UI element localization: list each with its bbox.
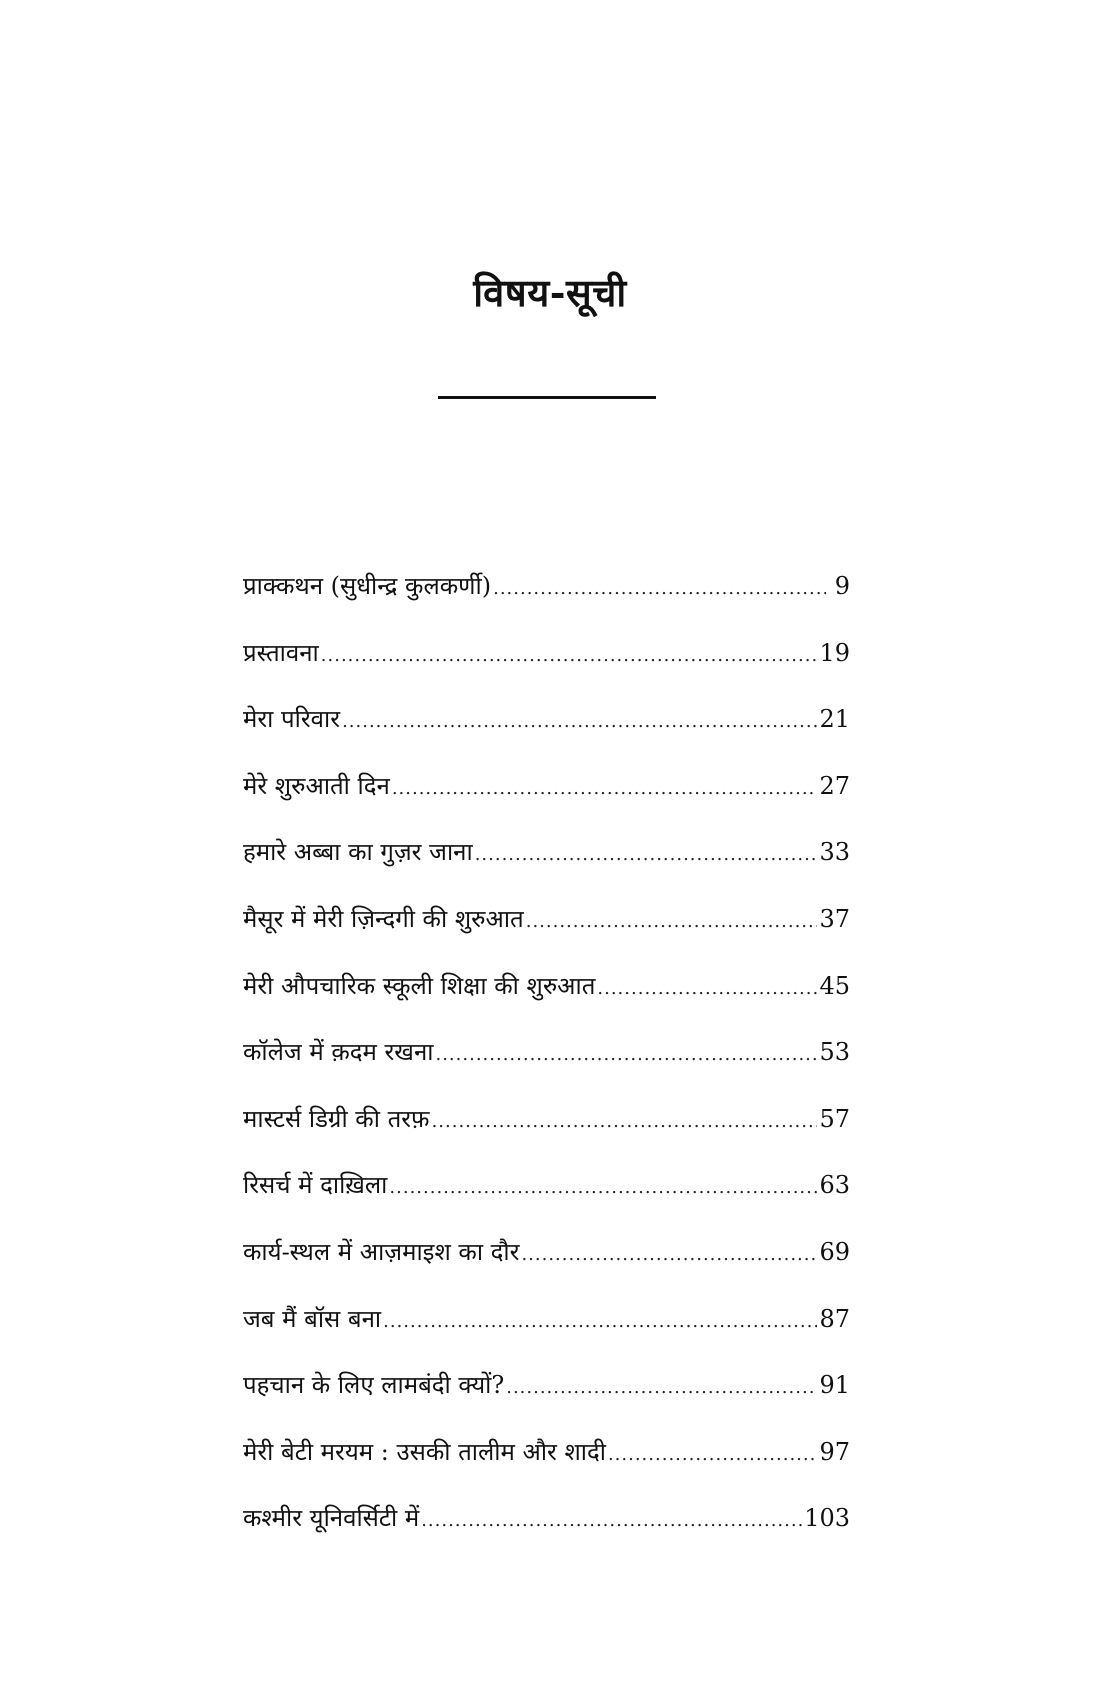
- toc-entry-title: कॉलेज में क़दम रखना: [243, 1038, 434, 1067]
- toc-entry-page: 21: [819, 705, 850, 734]
- page-title: विषय-सूची: [473, 270, 627, 315]
- toc-entry-page: 37: [819, 904, 850, 933]
- toc-dot-leader: [383, 1311, 817, 1333]
- toc-entry: [243, 1238, 850, 1305]
- toc-entry: [243, 1504, 850, 1571]
- toc-entry-title: कश्मीर यूनिवर्सिटी में: [243, 1504, 420, 1533]
- toc-entry-title: मैसूर में मेरी ज़िन्दगी की शुरुआत: [243, 904, 524, 933]
- toc-dot-leader: [526, 911, 818, 933]
- toc-entry-title: हमारे अब्बा का गुज़र जाना: [243, 838, 473, 867]
- toc-entry: [243, 705, 850, 772]
- toc-dot-leader: [389, 1177, 817, 1199]
- toc-entry: [243, 772, 850, 839]
- toc-dot-leader: [475, 844, 818, 866]
- toc-entry-page: 69: [819, 1237, 850, 1266]
- toc-entry-page: 63: [819, 1171, 850, 1200]
- toc-entry: [243, 572, 850, 639]
- toc-entry-title: जब मैं बॉस बना: [243, 1304, 382, 1333]
- toc-dot-leader: [392, 778, 818, 800]
- toc-entry: [243, 1305, 850, 1372]
- toc-dot-leader: [342, 711, 817, 733]
- toc-entry: [243, 1105, 850, 1172]
- toc-entry-title: मेरा परिवार: [243, 705, 341, 734]
- toc-entry-page: 57: [819, 1104, 850, 1133]
- toc-dot-leader: [432, 1111, 818, 1133]
- toc-dot-leader: [597, 978, 817, 1000]
- toc-entry-page: 9: [834, 572, 850, 600]
- toc-entry-title: मास्टर्स डिग्री की तरफ़: [243, 1104, 430, 1133]
- toc-entry-page: 45: [819, 971, 850, 1000]
- toc-dot-leader: [506, 1377, 817, 1399]
- toc-entry-page: 91: [819, 1371, 850, 1400]
- toc-entry-page: 97: [819, 1437, 850, 1466]
- toc-entry-title: मेरी बेटी मरयम : उसकी तालीम और शादी: [243, 1437, 606, 1466]
- toc-entry-title: मेरे शुरुआती दिन: [243, 771, 390, 800]
- toc-entry: [243, 972, 850, 1039]
- toc-dot-leader: [435, 1044, 817, 1066]
- toc-entry: [243, 1038, 850, 1105]
- toc-entry-title: कार्य-स्थल में आज़माइश का दौर: [243, 1237, 520, 1266]
- toc-entry: [243, 838, 850, 905]
- toc-entry-page: 53: [819, 1038, 850, 1067]
- toc-entry: [243, 1438, 850, 1505]
- toc-entry: [243, 639, 850, 706]
- toc-entry-title: प्राक्कथन (सुधीन्द्र कुलकर्णी): [243, 572, 492, 600]
- toc-entry-title: मेरी औपचारिक स्कूली शिक्षा की शुरुआत: [243, 971, 596, 1000]
- toc-entry-title: प्रस्तावना: [243, 638, 319, 667]
- toc-entry-page: 19: [819, 638, 850, 667]
- toc-entry: [243, 1371, 850, 1438]
- toc-entry-page: 87: [819, 1304, 850, 1333]
- toc-entry-page: 103: [804, 1504, 850, 1533]
- toc-entry-title: रिसर्च में दाख़िला: [243, 1171, 388, 1200]
- toc-entry: [243, 905, 850, 972]
- table-of-contents: [243, 572, 850, 1571]
- toc-entry: [243, 1171, 850, 1238]
- toc-dot-leader: [521, 1244, 817, 1266]
- toc-entry-title: पहचान के लिए लामबंदी क्यों?: [243, 1371, 505, 1400]
- title-underline: [438, 396, 656, 399]
- toc-dot-leader: [608, 1444, 818, 1466]
- toc-dot-leader: [321, 645, 818, 667]
- toc-dot-leader: [493, 578, 826, 600]
- toc-entry-page: 33: [819, 838, 850, 867]
- toc-entry-page: 27: [819, 771, 850, 800]
- toc-dot-leader: [421, 1510, 802, 1532]
